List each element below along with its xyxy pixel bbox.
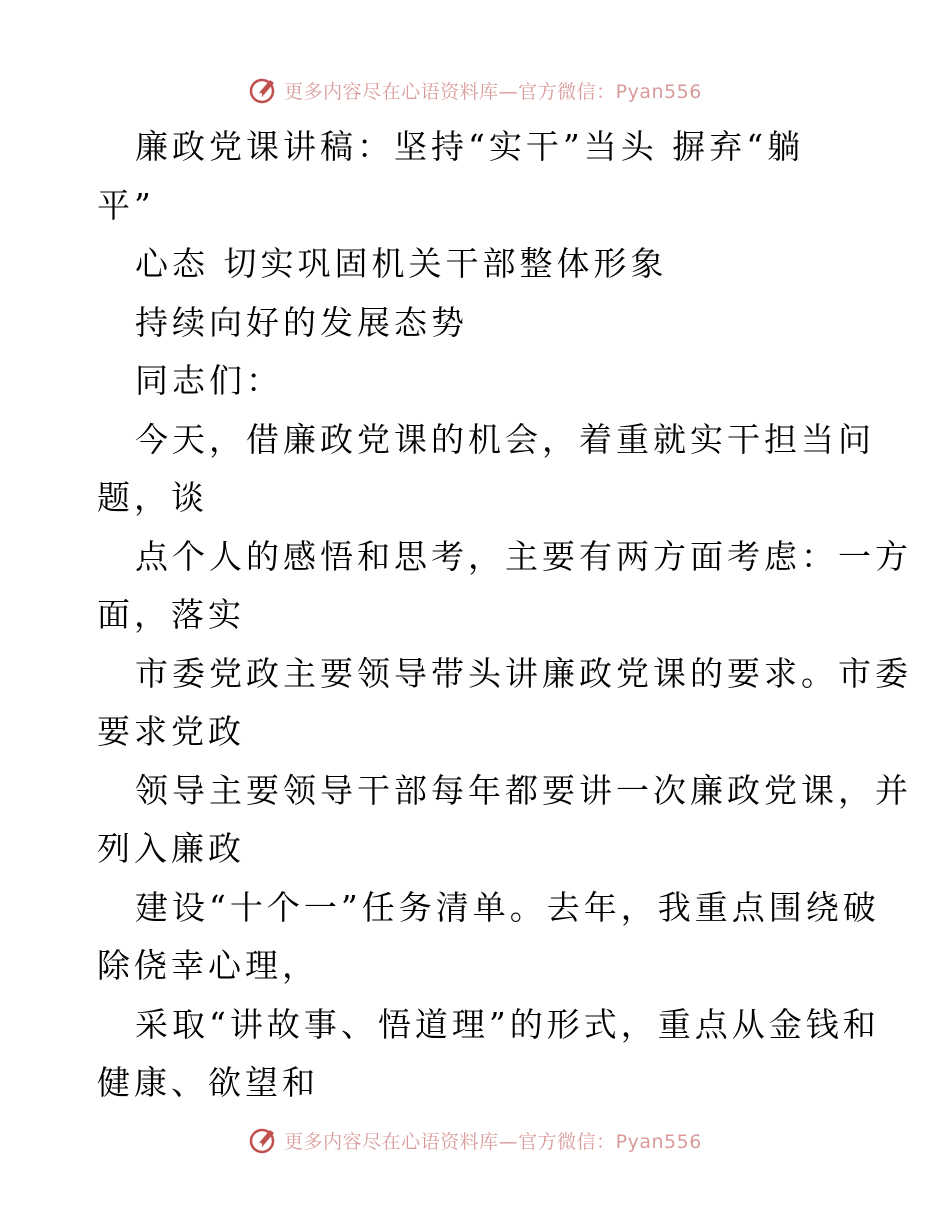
document-line: 廉政党课讲稿：坚持“实干”当头 摒弃“躺 xyxy=(135,127,805,166)
document-line: 持续向好的发展态势 xyxy=(135,302,468,342)
document-line: 列入廉政 xyxy=(97,829,245,868)
document-line: 今天，借廉政党课的机会，着重就实干担当问 xyxy=(135,419,875,459)
document-line: 同志们： xyxy=(135,361,283,400)
document-line: 平” xyxy=(97,185,155,225)
document-line: 心态 切实巩固机关干部整体形象 xyxy=(135,244,668,283)
pen-nib-logo-icon xyxy=(248,1125,278,1155)
document-line: 点个人的感悟和思考，主要有两方面考虑：一方 xyxy=(135,536,912,576)
footer-banner-text: 更多内容尽在心语资料库—官方微信：Pyan556 xyxy=(284,1130,702,1153)
document-line: 除侥幸心理， xyxy=(97,946,319,985)
document-line: 要求党政 xyxy=(97,712,245,751)
document-body xyxy=(97,118,912,1113)
document-line: 建设“十个一”任务清单。去年，我重点围绕破 xyxy=(135,887,880,927)
document-line: 市委党政主要领导带头讲廉政党课的要求。市委 xyxy=(135,653,912,693)
header-banner-text: 更多内容尽在心语资料库—官方微信：Pyan556 xyxy=(284,80,702,103)
document-line: 采取“讲故事、悟道理”的形式，重点从金钱和 xyxy=(135,1004,880,1044)
document-line: 领导主要领导干部每年都要讲一次廉政党课，并 xyxy=(135,770,912,810)
document-line: 面，落实 xyxy=(97,595,245,634)
document-line: 健康、欲望和 xyxy=(97,1063,319,1102)
pen-nib-logo-icon xyxy=(248,75,278,105)
header-banner xyxy=(0,70,950,110)
footer-banner xyxy=(0,1120,950,1160)
document-line: 题，谈 xyxy=(97,478,208,517)
